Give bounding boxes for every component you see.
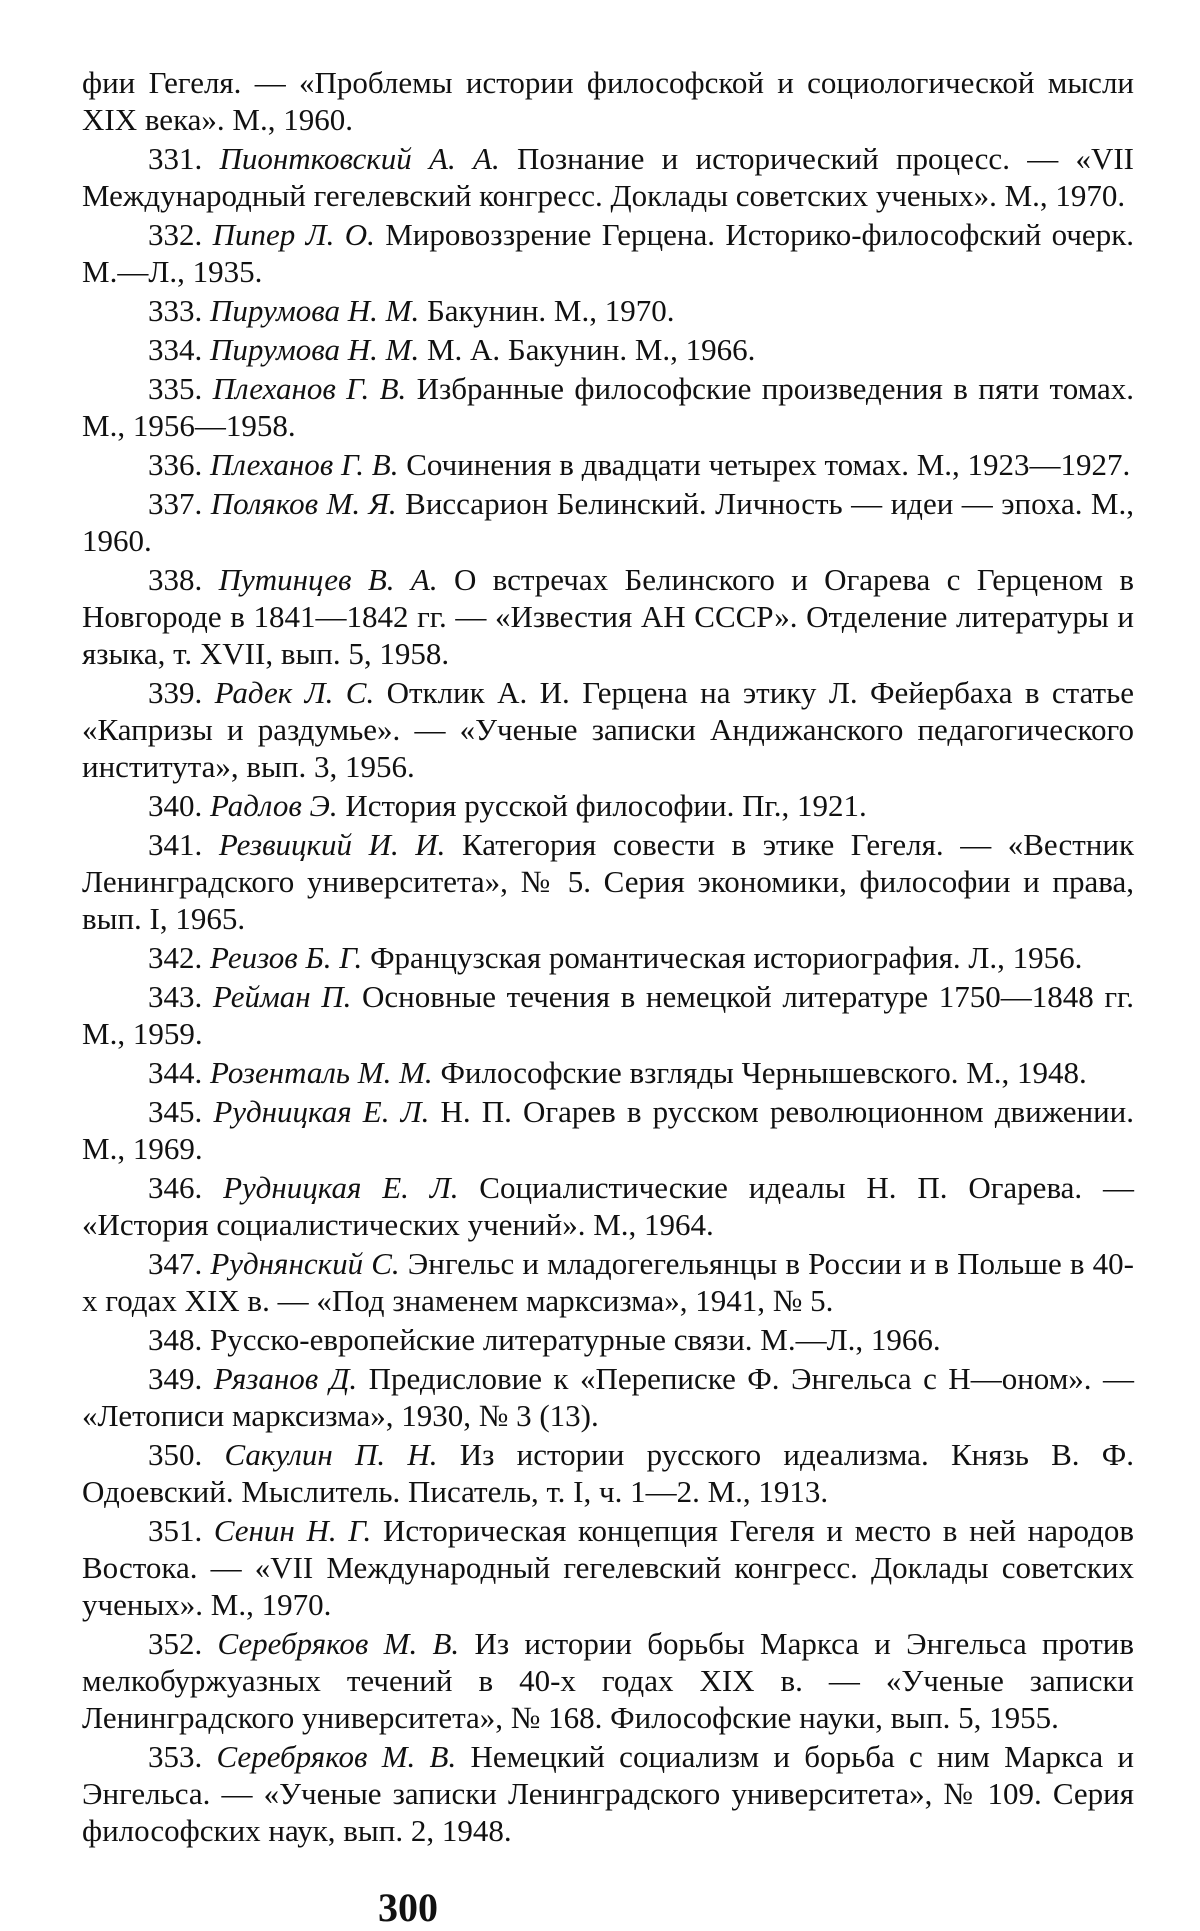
entry-number: 347. <box>148 1246 203 1281</box>
entry-text: Предисловие к «Переписке Ф. Энгельса с Н—оном». — «Летописи марксизма», 1930, № 3 (13). <box>82 1361 1135 1433</box>
entry-text: Энгельс и младогегельянцы в России и в Польше в 40-х годах XIX в. — «Под знаменем марксизма», 1941, № 5. <box>82 1246 1134 1318</box>
entry-text: Французская романтическая историография. Л., 1956. <box>370 940 1083 975</box>
entry-text: Познание и исторический процесс. — «VII Международный гегелевский конгресс. Доклады советских ученых». М., 1970. <box>82 141 1135 213</box>
entry-author: Пионтковский А. А. <box>219 141 500 176</box>
entry-author: Рейман П. <box>212 979 352 1014</box>
entry-number: 335. <box>148 371 203 406</box>
bibliography-entry <box>82 939 1134 976</box>
bibliography-entry <box>82 1738 1134 1849</box>
entry-number: 352. <box>148 1626 203 1661</box>
entry-number: 332. <box>148 217 203 252</box>
entry-text: Из истории русского идеализма. Князь В. Ф. Одоевский. Мыслитель. Писатель, т. I, ч. 1—2. М., 1913. <box>82 1437 1135 1509</box>
entry-author: Плеханов Г. В. <box>210 447 399 482</box>
continuation-entry: фии Гегеля. — «Проблемы истории философской и социологической мысли XIX века». М., 1960. <box>82 65 1134 137</box>
entry-text: Основные течения в немецкой литературе 1750—1848 гг. М., 1959. <box>82 979 1135 1051</box>
entry-number: 345. <box>148 1094 203 1129</box>
entry-author: Рудницкая Е. Л. <box>223 1170 459 1205</box>
entry-author: Пирумова Н. М. <box>210 293 420 328</box>
bibliography-entry <box>82 1625 1134 1736</box>
entry-author: Резвицкий И. И. <box>218 827 446 862</box>
entry-author: Радлов Э. <box>210 788 338 823</box>
bibliography-entry <box>82 1321 1134 1358</box>
entry-author: Сенин Н. Г. <box>213 1513 372 1548</box>
entry-number: 339. <box>148 675 203 710</box>
entry-text: Немецкий социализм и борьба с ним Маркса и Энгельса. — «Ученые записки Ленинградского университета», № 109. Серия философских наук, вып. 2, 1948. <box>82 1739 1135 1848</box>
entry-number: 342. <box>148 940 203 975</box>
bibliography-entry <box>82 1169 1134 1243</box>
bibliography-list <box>82 140 1134 1849</box>
entry-author: Плеханов Г. В. <box>212 371 407 406</box>
bibliography-entry <box>82 674 1134 785</box>
entry-author: Путинцев В. А. <box>218 562 438 597</box>
entry-text: Избранные философские произведения в пяти томах. М., 1956—1958. <box>82 371 1135 443</box>
entry-number: 344. <box>148 1055 203 1090</box>
entry-number: 334. <box>148 332 203 367</box>
entry-text: Историческая концепция Гегеля и место в ней народов Востока. — «VII Международный гегелевский конгресс. Доклады советских ученых». М., 1970. <box>82 1513 1135 1622</box>
entry-text: Бакунин. М., 1970. <box>426 293 675 328</box>
entry-author: Руднянский С. <box>210 1246 400 1281</box>
bibliography-entry <box>82 1360 1134 1434</box>
bibliography-entry <box>82 370 1134 444</box>
page-number-text: 300 <box>378 1885 438 1930</box>
entry-text: О встречах Белинского и Огарева с Герценом в Новгороде в 1841—1842 гг. — «Известия АН СССР». Отделение литературы и языка, т. XVII, вып. 5, 1958. <box>82 562 1135 671</box>
bibliography-entry <box>82 1436 1134 1510</box>
entry-number: 333. <box>148 293 203 328</box>
entry-text: Социалистические идеалы Н. П. Огарева. — «История социалистических учений». М., 1964. <box>82 1170 1135 1242</box>
entry-number: 338. <box>148 562 203 597</box>
entry-author: Пипер Л. О. <box>212 217 375 252</box>
entry-text: Русско-европейские литературные связи. М.—Л., 1966. <box>210 1322 941 1357</box>
bibliography-entry <box>82 446 1134 483</box>
page-number <box>82 1884 1134 1931</box>
entry-author: Серебряков М. В. <box>216 1739 457 1774</box>
entry-author: Поляков М. Я. <box>210 486 397 521</box>
entry-number: 349. <box>148 1361 203 1396</box>
entry-number: 340. <box>148 788 203 823</box>
entry-text: Из истории борьбы Маркса и Энгельса против мелкобуржуазных течений в 40-х годах XIX в. — «Ученые записки Ленинградского университета», № 168. Философские науки, вып. 5, 1955. <box>82 1626 1134 1735</box>
bibliography-entry <box>82 140 1134 214</box>
bibliography-entry <box>82 216 1134 290</box>
entry-text: Сочинения в двадцати четырех томах. М., 1923—1927. <box>406 447 1131 482</box>
entry-text: Мировоззрение Герцена. Историко-философский очерк. М.—Л., 1935. <box>82 217 1135 289</box>
bibliography-entry <box>82 331 1134 368</box>
entry-number: 353. <box>148 1739 203 1774</box>
bibliography-entry <box>82 1093 1134 1167</box>
entry-number: 341. <box>148 827 203 862</box>
entry-number: 336. <box>148 447 203 482</box>
entry-text: Отклик А. И. Герцена на этику Л. Фейербаха в статье «Капризы и раздумье». — «Ученые записки Андижанского педагогического института», вып. 3, 1956. <box>82 675 1135 784</box>
bibliography-entry <box>82 561 1134 672</box>
entry-number: 346. <box>148 1170 203 1205</box>
entry-text: Виссарион Белинский. Личность — идеи — эпоха. М., 1960. <box>82 486 1134 558</box>
bibliography-page <box>82 64 1135 1930</box>
entry-number: 348. <box>148 1322 203 1357</box>
entry-number: 331. <box>148 141 203 176</box>
entry-author: Розенталь М. М. <box>210 1055 433 1090</box>
entry-text: Категория совести в этике Гегеля. — «Вестник Ленинградского университета», № 5. Серия экономики, философии и права, вып. I, 1965. <box>82 827 1135 936</box>
entry-number: 350. <box>148 1437 203 1472</box>
entry-author: Рязанов Д. <box>213 1361 358 1396</box>
entry-number: 337. <box>148 486 203 521</box>
bibliography-entry <box>82 826 1134 937</box>
entry-author: Пирумова Н. М. <box>210 332 420 367</box>
bibliography-entry <box>82 1054 1134 1091</box>
entry-author: Реизов Б. Г. <box>210 940 363 975</box>
entry-author: Сакулин П. Н. <box>224 1437 438 1472</box>
bibliography-entry <box>82 787 1134 824</box>
entry-text: История русской философии. Пг., 1921. <box>345 788 867 823</box>
entry-author: Серебряков М. В. <box>217 1626 460 1661</box>
bibliography-entry <box>82 485 1134 559</box>
entry-author: Рудницкая Е. Л. <box>213 1094 430 1129</box>
bibliography-entry <box>82 1245 1134 1319</box>
entry-number: 343. <box>148 979 203 1014</box>
entry-number: 351. <box>148 1513 203 1548</box>
bibliography-entry <box>82 1512 1134 1623</box>
bibliography-entry <box>82 978 1134 1052</box>
bibliography-entry <box>82 292 1134 329</box>
entry-text: Н. П. Огарев в русском революционном движении. М., 1969. <box>82 1094 1135 1166</box>
entry-text: Философские взгляды Чернышевского. М., 1948. <box>440 1055 1087 1090</box>
entry-text: М. А. Бакунин. М., 1966. <box>426 332 756 367</box>
entry-author: Радек Л. С. <box>214 675 375 710</box>
